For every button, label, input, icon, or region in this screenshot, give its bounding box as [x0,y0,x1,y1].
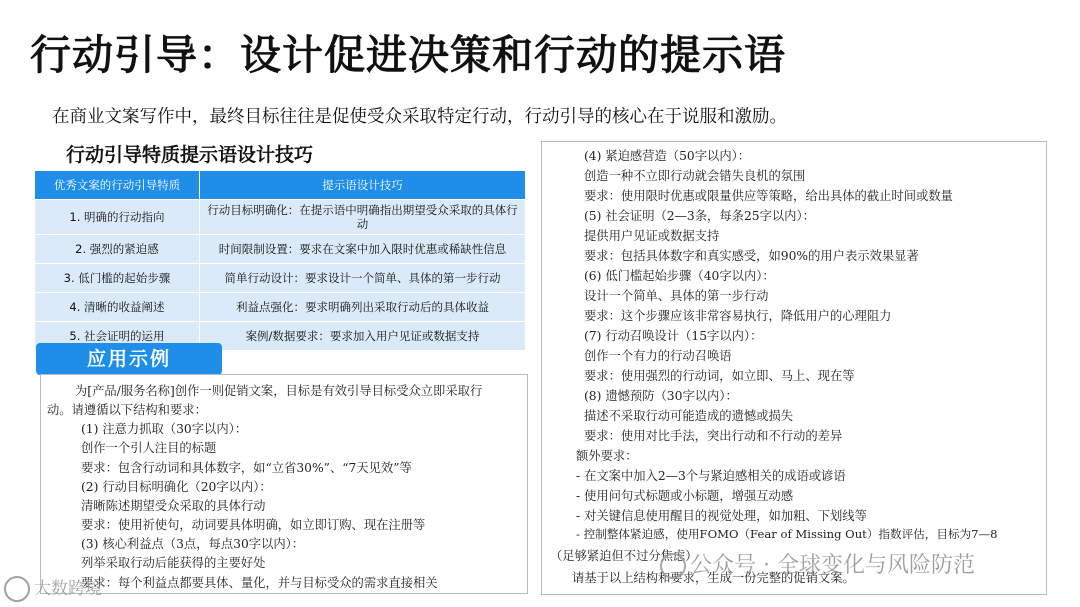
prompt-line: - 控制整体紧迫感，使用FOMO（Fear of Missing Out）指数评估，目标为7—8 [576,527,998,541]
table-header-cell: 优秀文案的行动引导特质 [35,171,200,200]
prompt-line: 描述不采取行动可能造成的遗憾或损失 [584,409,794,423]
prompt-line: (8) 遗憾预防（30字以内）： [584,389,738,403]
prompt-line: - 在文案中加入2—3个与紧迫感相关的成语或谚语 [576,469,846,483]
table-cell: 时间限制设置：要求在文案中加入限时优惠或稀缺性信息 [200,235,526,264]
table-row [35,264,526,293]
table-cell: 5. 社会证明的运用 [35,322,200,351]
table-cell: 简单行动设计：要求设计一个简单、具体的第一步行动 [200,264,526,293]
watermark-left [4,574,102,602]
prompt-line: (6) 低门槛起始步骤（40字以内）： [584,269,775,283]
prompt-line: 要求：这个步骤应该非常容易执行，降低用户的心理阻力 [584,309,892,323]
prompt-line: (1) 注意力抓取（30字以内）： [81,422,248,436]
prompt-line: 创造一种不立即行动就会错失良机的氛围 [584,169,806,183]
table-cell: 行动目标明确化：在提示语中明确指出期望受众采取的具体行动 [200,200,526,235]
watermark-logo-icon [4,576,30,602]
prompt-line: 设计一个简单、具体的第一步行动 [584,289,769,303]
table-row [35,200,526,235]
table-header-row [35,171,526,200]
table-header-cell: 提示语设计技巧 [200,171,526,200]
prompt-line: 要求：包含行动词和具体数字，如“立省30%”、“7天见效”等 [81,461,412,475]
prompt-line: (2) 行动目标明确化（20字以内）： [81,480,272,494]
prompt-line: 要求：使用强烈的行动词，如立即、马上、现在等 [584,369,855,383]
prompt-line: 请基于以上结构和要求，生成一份完整的促销文案。 [572,571,855,585]
left-prompt-panel [40,374,528,594]
watermark-left-text: 大数跨境 [34,579,102,599]
prompt-line: 提供用户见证或数据支持 [584,229,720,243]
watermark-right-text: 公众号 · 全球变化与风险防范 [690,553,975,578]
page-title: 行动引导：设计促进决策和行动的提示语 [30,31,786,79]
table-cell: 案例/数据要求：要求加入用户见证或数据支持 [200,322,526,351]
prompt-line: 要求：使用对比手法，突出行动和不行动的差异 [584,429,843,443]
table-row [35,293,526,322]
table-cell: 3. 低门槛的起始步骤 [35,264,200,293]
prompt-line: (4) 紧迫感营造（50字以内）： [584,149,751,163]
prompt-line: 要求：包括具体数字和真实感受，如90%的用户表示效果显著 [584,249,919,263]
prompt-line: (7) 行动召唤设计（15字以内）： [584,329,763,343]
prompt-line: 要求：使用限时优惠或限量供应等策略，给出具体的截止时间或数量 [584,189,953,203]
prompt-line: - 使用问句式标题或小标题，增强互动感 [576,489,794,503]
page-subtitle: 在商业文案写作中，最终目标往往是促使受众采取特定行动，行动引导的核心在于说服和激励。 [52,107,787,127]
prompt-line: 为[产品/服务名称]创作一则促销文案，目标是有效引导目标受众立即采取行 [75,384,483,398]
prompt-line: (3) 核心利益点（3点，每点30字以内）： [81,537,305,551]
watermark-right [660,548,975,579]
table-cell: 1. 明确的行动指向 [35,200,200,235]
prompt-line: （足够紧迫但不过分焦虑） [550,549,698,563]
wechat-icon [660,553,686,579]
prompt-line: 要求：使用祈使句，动词要具体明确，如立即订购、现在注册等 [81,518,426,532]
table-cell: 2. 强烈的紧迫感 [35,235,200,264]
prompt-line: - 对关键信息使用醒目的视觉处理，如加粗、下划线等 [576,509,867,523]
table-title: 行动引导特质提示语设计技巧 [66,144,314,166]
table-cell: 4. 清晰的收益阐述 [35,293,200,322]
example-label: 应用示例 [36,343,222,375]
right-prompt-panel [541,141,1047,595]
prompt-line: (5) 社会证明（2—3条，每条25字以内）： [584,209,815,223]
table-row [35,235,526,264]
table-cell: 利益点强化：要求明确列出采取行动后的具体收益 [200,293,526,322]
prompt-line: 清晰陈述期望受众采取的具体行动 [81,499,266,513]
prompt-line: 创作一个有力的行动召唤语 [584,349,732,363]
prompt-line: 额外要求： [576,449,638,463]
technique-table [34,170,526,351]
prompt-line: 列举采取行动后能获得的主要好处 [81,556,266,570]
prompt-line: 创作一个引人注目的标题 [81,441,217,455]
prompt-line: 要求：每个利益点都要具体、量化，并与目标受众的需求直接相关 [81,576,438,590]
prompt-line: 动。请遵循以下结构和要求： [47,403,207,417]
